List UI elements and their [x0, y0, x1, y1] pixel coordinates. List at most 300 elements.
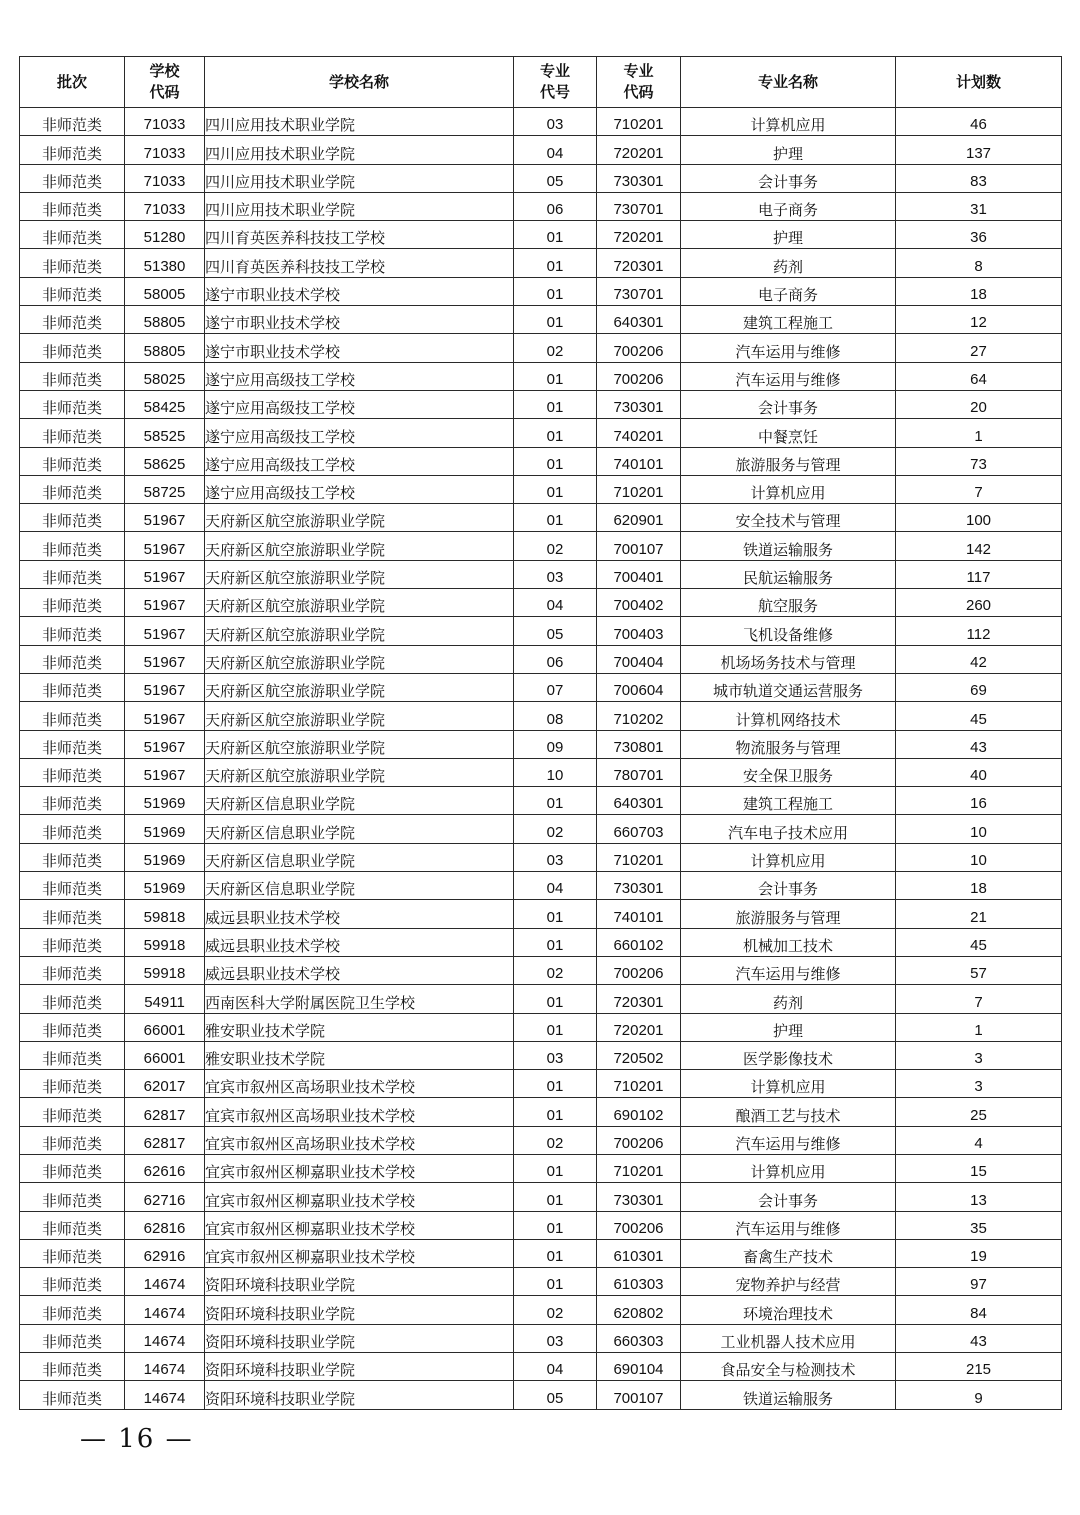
- major-code-cell: 700402: [597, 589, 681, 617]
- table-row: [20, 702, 1062, 730]
- school-code-cell: 58725: [125, 475, 205, 503]
- major-seq-cell: 01: [514, 419, 597, 447]
- major-code-cell: 640301: [597, 306, 681, 334]
- plan-count-cell: 45: [896, 702, 1062, 730]
- batch-cell: 非师范类: [20, 985, 125, 1013]
- header-batch: 批次: [20, 57, 125, 108]
- table-row: [20, 1126, 1062, 1154]
- batch-cell: 非师范类: [20, 164, 125, 192]
- major-code-cell: 700206: [597, 362, 681, 390]
- major-name-cell: 会计事务: [681, 164, 896, 192]
- table-row: [20, 985, 1062, 1013]
- table-row: [20, 1324, 1062, 1352]
- school-name-cell: 天府新区航空旅游职业学院: [205, 730, 514, 758]
- table-row: [20, 277, 1062, 305]
- table-row: [20, 617, 1062, 645]
- school-code-cell: 58805: [125, 334, 205, 362]
- major-code-cell: 700107: [597, 1381, 681, 1409]
- major-seq-cell: 02: [514, 532, 597, 560]
- major-code-cell: 740101: [597, 900, 681, 928]
- major-name-cell: 电子商务: [681, 277, 896, 305]
- school-code-cell: 71033: [125, 108, 205, 136]
- major-name-cell: 建筑工程施工: [681, 306, 896, 334]
- major-seq-cell: 01: [514, 1268, 597, 1296]
- batch-cell: 非师范类: [20, 362, 125, 390]
- major-code-cell: 710201: [597, 1154, 681, 1182]
- school-name-cell: 四川应用技术职业学院: [205, 108, 514, 136]
- major-name-cell: 计算机网络技术: [681, 702, 896, 730]
- school-name-cell: 遂宁市职业技术学校: [205, 334, 514, 362]
- batch-cell: 非师范类: [20, 1324, 125, 1352]
- major-code-cell: 700206: [597, 1211, 681, 1239]
- major-seq-cell: 01: [514, 221, 597, 249]
- table-row: [20, 589, 1062, 617]
- major-seq-cell: 03: [514, 108, 597, 136]
- table-row: [20, 843, 1062, 871]
- major-name-cell: 民航运输服务: [681, 560, 896, 588]
- major-name-cell: 计算机应用: [681, 1154, 896, 1182]
- batch-cell: 非师范类: [20, 306, 125, 334]
- plan-count-cell: 18: [896, 872, 1062, 900]
- table-row: [20, 419, 1062, 447]
- plan-count-cell: 45: [896, 928, 1062, 956]
- major-name-cell: 汽车运用与维修: [681, 334, 896, 362]
- plan-count-cell: 36: [896, 221, 1062, 249]
- school-name-cell: 遂宁市职业技术学校: [205, 277, 514, 305]
- major-code-cell: 700404: [597, 645, 681, 673]
- school-name-cell: 四川应用技术职业学院: [205, 136, 514, 164]
- school-name-cell: 遂宁应用高级技工学校: [205, 419, 514, 447]
- major-name-cell: 航空服务: [681, 589, 896, 617]
- plan-count-cell: 100: [896, 504, 1062, 532]
- school-name-cell: 天府新区信息职业学院: [205, 872, 514, 900]
- school-name-cell: 雅安职业技术学院: [205, 1041, 514, 1069]
- plan-count-cell: 35: [896, 1211, 1062, 1239]
- school-code-cell: 51967: [125, 617, 205, 645]
- major-code-cell: 700401: [597, 560, 681, 588]
- batch-cell: 非师范类: [20, 192, 125, 220]
- plan-count-cell: 15: [896, 1154, 1062, 1182]
- school-code-cell: 14674: [125, 1381, 205, 1409]
- table-row: [20, 872, 1062, 900]
- major-name-cell: 计算机应用: [681, 108, 896, 136]
- table-row: [20, 532, 1062, 560]
- major-code-cell: 710201: [597, 108, 681, 136]
- plan-count-cell: 7: [896, 475, 1062, 503]
- major-seq-cell: 01: [514, 475, 597, 503]
- major-seq-cell: 06: [514, 645, 597, 673]
- major-name-cell: 会计事务: [681, 390, 896, 418]
- major-seq-cell: 05: [514, 617, 597, 645]
- major-code-cell: 720301: [597, 249, 681, 277]
- major-name-cell: 飞机设备维修: [681, 617, 896, 645]
- school-name-cell: 遂宁应用高级技工学校: [205, 447, 514, 475]
- major-code-cell: 710201: [597, 475, 681, 503]
- school-name-cell: 四川育英医养科技技工学校: [205, 249, 514, 277]
- major-code-cell: 720201: [597, 1013, 681, 1041]
- major-code-cell: 610301: [597, 1239, 681, 1267]
- major-name-cell: 酿酒工艺与技术: [681, 1098, 896, 1126]
- table-row: [20, 928, 1062, 956]
- plan-count-cell: 215: [896, 1353, 1062, 1381]
- major-name-cell: 安全保卫服务: [681, 758, 896, 786]
- major-name-cell: 工业机器人技术应用: [681, 1324, 896, 1352]
- school-code-cell: 66001: [125, 1041, 205, 1069]
- plan-count-cell: 20: [896, 390, 1062, 418]
- school-name-cell: 遂宁应用高级技工学校: [205, 362, 514, 390]
- school-code-cell: 58525: [125, 419, 205, 447]
- school-code-cell: 51967: [125, 532, 205, 560]
- batch-cell: 非师范类: [20, 872, 125, 900]
- school-code-cell: 62816: [125, 1211, 205, 1239]
- major-seq-cell: 01: [514, 900, 597, 928]
- school-code-cell: 58425: [125, 390, 205, 418]
- school-name-cell: 威远县职业技术学校: [205, 928, 514, 956]
- batch-cell: 非师范类: [20, 390, 125, 418]
- major-code-cell: 690104: [597, 1353, 681, 1381]
- plan-count-cell: 142: [896, 532, 1062, 560]
- major-seq-cell: 01: [514, 277, 597, 305]
- header-major-name: 专业名称: [681, 57, 896, 108]
- major-code-cell: 730301: [597, 872, 681, 900]
- major-code-cell: 720201: [597, 136, 681, 164]
- table-row: [20, 1211, 1062, 1239]
- major-seq-cell: 01: [514, 1098, 597, 1126]
- school-name-cell: 天府新区航空旅游职业学院: [205, 702, 514, 730]
- plan-count-cell: 112: [896, 617, 1062, 645]
- school-name-cell: 天府新区航空旅游职业学院: [205, 560, 514, 588]
- major-code-cell: 730301: [597, 390, 681, 418]
- major-seq-cell: 01: [514, 1070, 597, 1098]
- school-code-cell: 58005: [125, 277, 205, 305]
- plan-count-cell: 43: [896, 1324, 1062, 1352]
- school-code-cell: 59918: [125, 956, 205, 984]
- plan-count-cell: 1: [896, 1013, 1062, 1041]
- header-major-seq: 专业 代号: [514, 57, 597, 108]
- plan-count-cell: 21: [896, 900, 1062, 928]
- school-code-cell: 62817: [125, 1126, 205, 1154]
- batch-cell: 非师范类: [20, 1239, 125, 1267]
- school-code-cell: 51969: [125, 872, 205, 900]
- school-name-cell: 天府新区航空旅游职业学院: [205, 504, 514, 532]
- table-row: [20, 1296, 1062, 1324]
- major-code-cell: 700206: [597, 1126, 681, 1154]
- school-name-cell: 威远县职业技术学校: [205, 956, 514, 984]
- batch-cell: 非师范类: [20, 843, 125, 871]
- major-name-cell: 电子商务: [681, 192, 896, 220]
- school-code-cell: 51967: [125, 645, 205, 673]
- major-code-cell: 690102: [597, 1098, 681, 1126]
- major-seq-cell: 04: [514, 589, 597, 617]
- school-code-cell: 62716: [125, 1183, 205, 1211]
- major-seq-cell: 04: [514, 136, 597, 164]
- table-row: [20, 504, 1062, 532]
- major-code-cell: 720201: [597, 221, 681, 249]
- batch-cell: 非师范类: [20, 1268, 125, 1296]
- major-name-cell: 计算机应用: [681, 843, 896, 871]
- school-code-cell: 14674: [125, 1324, 205, 1352]
- plan-count-cell: 19: [896, 1239, 1062, 1267]
- major-code-cell: 700604: [597, 673, 681, 701]
- school-code-cell: 62017: [125, 1070, 205, 1098]
- batch-cell: 非师范类: [20, 1183, 125, 1211]
- school-name-cell: 天府新区航空旅游职业学院: [205, 758, 514, 786]
- school-code-cell: 51967: [125, 730, 205, 758]
- batch-cell: 非师范类: [20, 1013, 125, 1041]
- plan-count-cell: 46: [896, 108, 1062, 136]
- major-seq-cell: 06: [514, 192, 597, 220]
- major-code-cell: 730701: [597, 192, 681, 220]
- major-seq-cell: 01: [514, 1154, 597, 1182]
- school-code-cell: 54911: [125, 985, 205, 1013]
- school-name-cell: 四川育英医养科技技工学校: [205, 221, 514, 249]
- major-code-cell: 700107: [597, 532, 681, 560]
- major-code-cell: 700206: [597, 956, 681, 984]
- major-seq-cell: 02: [514, 334, 597, 362]
- school-name-cell: 资阳环境科技职业学院: [205, 1353, 514, 1381]
- major-name-cell: 畜禽生产技术: [681, 1239, 896, 1267]
- batch-cell: 非师范类: [20, 249, 125, 277]
- batch-cell: 非师范类: [20, 589, 125, 617]
- major-name-cell: 旅游服务与管理: [681, 447, 896, 475]
- table-row: [20, 475, 1062, 503]
- batch-cell: 非师范类: [20, 532, 125, 560]
- major-seq-cell: 01: [514, 249, 597, 277]
- table-row: [20, 730, 1062, 758]
- major-seq-cell: 01: [514, 928, 597, 956]
- major-name-cell: 汽车运用与维修: [681, 1211, 896, 1239]
- major-code-cell: 710201: [597, 1070, 681, 1098]
- batch-cell: 非师范类: [20, 136, 125, 164]
- major-seq-cell: 01: [514, 447, 597, 475]
- major-code-cell: 700403: [597, 617, 681, 645]
- major-name-cell: 护理: [681, 221, 896, 249]
- batch-cell: 非师范类: [20, 645, 125, 673]
- table-row: [20, 560, 1062, 588]
- school-code-cell: 51380: [125, 249, 205, 277]
- major-code-cell: 740101: [597, 447, 681, 475]
- major-seq-cell: 01: [514, 1183, 597, 1211]
- enrollment-plan-table: [19, 56, 1062, 1410]
- table-row: [20, 1353, 1062, 1381]
- plan-count-cell: 4: [896, 1126, 1062, 1154]
- batch-cell: 非师范类: [20, 1296, 125, 1324]
- major-name-cell: 汽车运用与维修: [681, 362, 896, 390]
- major-name-cell: 汽车电子技术应用: [681, 815, 896, 843]
- major-seq-cell: 02: [514, 956, 597, 984]
- batch-cell: 非师范类: [20, 560, 125, 588]
- table-row: [20, 1154, 1062, 1182]
- major-seq-cell: 02: [514, 1126, 597, 1154]
- major-name-cell: 中餐烹饪: [681, 419, 896, 447]
- school-name-cell: 遂宁应用高级技工学校: [205, 475, 514, 503]
- batch-cell: 非师范类: [20, 1211, 125, 1239]
- plan-count-cell: 64: [896, 362, 1062, 390]
- school-name-cell: 西南医科大学附属医院卫生学校: [205, 985, 514, 1013]
- batch-cell: 非师范类: [20, 475, 125, 503]
- plan-count-cell: 73: [896, 447, 1062, 475]
- plan-count-cell: 43: [896, 730, 1062, 758]
- plan-count-cell: 117: [896, 560, 1062, 588]
- table-row: [20, 447, 1062, 475]
- plan-count-cell: 27: [896, 334, 1062, 362]
- major-code-cell: 730701: [597, 277, 681, 305]
- plan-count-cell: 16: [896, 787, 1062, 815]
- major-seq-cell: 08: [514, 702, 597, 730]
- major-seq-cell: 03: [514, 843, 597, 871]
- major-seq-cell: 04: [514, 872, 597, 900]
- major-seq-cell: 02: [514, 815, 597, 843]
- school-code-cell: 58025: [125, 362, 205, 390]
- plan-count-cell: 7: [896, 985, 1062, 1013]
- table-row: [20, 1183, 1062, 1211]
- school-name-cell: 天府新区航空旅游职业学院: [205, 645, 514, 673]
- major-code-cell: 730801: [597, 730, 681, 758]
- school-code-cell: 62916: [125, 1239, 205, 1267]
- major-code-cell: 710202: [597, 702, 681, 730]
- header-school-name: 学校名称: [205, 57, 514, 108]
- school-name-cell: 四川应用技术职业学院: [205, 164, 514, 192]
- major-code-cell: 660703: [597, 815, 681, 843]
- school-code-cell: 51967: [125, 673, 205, 701]
- school-name-cell: 雅安职业技术学院: [205, 1013, 514, 1041]
- table-row: [20, 192, 1062, 220]
- major-name-cell: 药剂: [681, 985, 896, 1013]
- major-name-cell: 食品安全与检测技术: [681, 1353, 896, 1381]
- table-row: [20, 815, 1062, 843]
- major-name-cell: 建筑工程施工: [681, 787, 896, 815]
- school-name-cell: 宜宾市叙州区高场职业技术学校: [205, 1126, 514, 1154]
- plan-count-cell: 25: [896, 1098, 1062, 1126]
- school-code-cell: 51967: [125, 589, 205, 617]
- table-row: [20, 1098, 1062, 1126]
- batch-cell: 非师范类: [20, 504, 125, 532]
- major-name-cell: 旅游服务与管理: [681, 900, 896, 928]
- plan-count-cell: 1: [896, 419, 1062, 447]
- batch-cell: 非师范类: [20, 730, 125, 758]
- batch-cell: 非师范类: [20, 673, 125, 701]
- school-name-cell: 天府新区航空旅游职业学院: [205, 532, 514, 560]
- school-name-cell: 资阳环境科技职业学院: [205, 1324, 514, 1352]
- batch-cell: 非师范类: [20, 1381, 125, 1409]
- major-name-cell: 环境治理技术: [681, 1296, 896, 1324]
- major-code-cell: 710201: [597, 843, 681, 871]
- school-code-cell: 51280: [125, 221, 205, 249]
- plan-count-cell: 69: [896, 673, 1062, 701]
- table-row: [20, 136, 1062, 164]
- major-seq-cell: 01: [514, 1013, 597, 1041]
- major-seq-cell: 01: [514, 362, 597, 390]
- batch-cell: 非师范类: [20, 702, 125, 730]
- school-code-cell: 51967: [125, 504, 205, 532]
- table-row: [20, 221, 1062, 249]
- table-row: [20, 1070, 1062, 1098]
- school-name-cell: 遂宁应用高级技工学校: [205, 390, 514, 418]
- table-row: [20, 1239, 1062, 1267]
- table-row: [20, 390, 1062, 418]
- major-seq-cell: 01: [514, 985, 597, 1013]
- school-name-cell: 天府新区信息职业学院: [205, 815, 514, 843]
- school-code-cell: 51969: [125, 843, 205, 871]
- major-code-cell: 740201: [597, 419, 681, 447]
- school-name-cell: 天府新区航空旅游职业学院: [205, 589, 514, 617]
- major-code-cell: 620802: [597, 1296, 681, 1324]
- batch-cell: 非师范类: [20, 447, 125, 475]
- school-name-cell: 宜宾市叙州区柳嘉职业技术学校: [205, 1211, 514, 1239]
- major-name-cell: 物流服务与管理: [681, 730, 896, 758]
- school-name-cell: 资阳环境科技职业学院: [205, 1381, 514, 1409]
- batch-cell: 非师范类: [20, 1041, 125, 1069]
- table-row: [20, 787, 1062, 815]
- plan-count-cell: 9: [896, 1381, 1062, 1409]
- major-code-cell: 660303: [597, 1324, 681, 1352]
- table-row: [20, 956, 1062, 984]
- school-code-cell: 14674: [125, 1268, 205, 1296]
- major-name-cell: 护理: [681, 136, 896, 164]
- table-header-row: [20, 57, 1062, 108]
- table-row: [20, 249, 1062, 277]
- major-seq-cell: 01: [514, 787, 597, 815]
- header-major-code: 专业 代码: [597, 57, 681, 108]
- major-name-cell: 宠物养护与经营: [681, 1268, 896, 1296]
- major-code-cell: 660102: [597, 928, 681, 956]
- major-code-cell: 720502: [597, 1041, 681, 1069]
- major-seq-cell: 10: [514, 758, 597, 786]
- batch-cell: 非师范类: [20, 900, 125, 928]
- batch-cell: 非师范类: [20, 1353, 125, 1381]
- table-body: [20, 108, 1062, 1410]
- table-row: [20, 1268, 1062, 1296]
- school-name-cell: 宜宾市叙州区柳嘉职业技术学校: [205, 1239, 514, 1267]
- plan-count-cell: 12: [896, 306, 1062, 334]
- batch-cell: 非师范类: [20, 277, 125, 305]
- plan-count-cell: 83: [896, 164, 1062, 192]
- major-code-cell: 730301: [597, 164, 681, 192]
- batch-cell: 非师范类: [20, 815, 125, 843]
- major-code-cell: 700206: [597, 334, 681, 362]
- table-row: [20, 645, 1062, 673]
- school-code-cell: 59818: [125, 900, 205, 928]
- major-code-cell: 620901: [597, 504, 681, 532]
- school-code-cell: 71033: [125, 192, 205, 220]
- plan-count-cell: 10: [896, 843, 1062, 871]
- major-seq-cell: 09: [514, 730, 597, 758]
- major-seq-cell: 04: [514, 1353, 597, 1381]
- school-code-cell: 71033: [125, 136, 205, 164]
- batch-cell: 非师范类: [20, 419, 125, 447]
- batch-cell: 非师范类: [20, 1070, 125, 1098]
- school-code-cell: 59918: [125, 928, 205, 956]
- school-name-cell: 资阳环境科技职业学院: [205, 1268, 514, 1296]
- school-name-cell: 天府新区航空旅游职业学院: [205, 617, 514, 645]
- plan-count-cell: 42: [896, 645, 1062, 673]
- major-seq-cell: 07: [514, 673, 597, 701]
- school-code-cell: 51967: [125, 560, 205, 588]
- batch-cell: 非师范类: [20, 956, 125, 984]
- table-row: [20, 673, 1062, 701]
- batch-cell: 非师范类: [20, 758, 125, 786]
- batch-cell: 非师范类: [20, 221, 125, 249]
- major-name-cell: 机械加工技术: [681, 928, 896, 956]
- school-code-cell: 51967: [125, 702, 205, 730]
- school-name-cell: 宜宾市叙州区高场职业技术学校: [205, 1098, 514, 1126]
- plan-count-cell: 260: [896, 589, 1062, 617]
- major-name-cell: 铁道运输服务: [681, 532, 896, 560]
- major-name-cell: 药剂: [681, 249, 896, 277]
- school-code-cell: 62817: [125, 1098, 205, 1126]
- school-name-cell: 宜宾市叙州区高场职业技术学校: [205, 1070, 514, 1098]
- table-row: [20, 1381, 1062, 1409]
